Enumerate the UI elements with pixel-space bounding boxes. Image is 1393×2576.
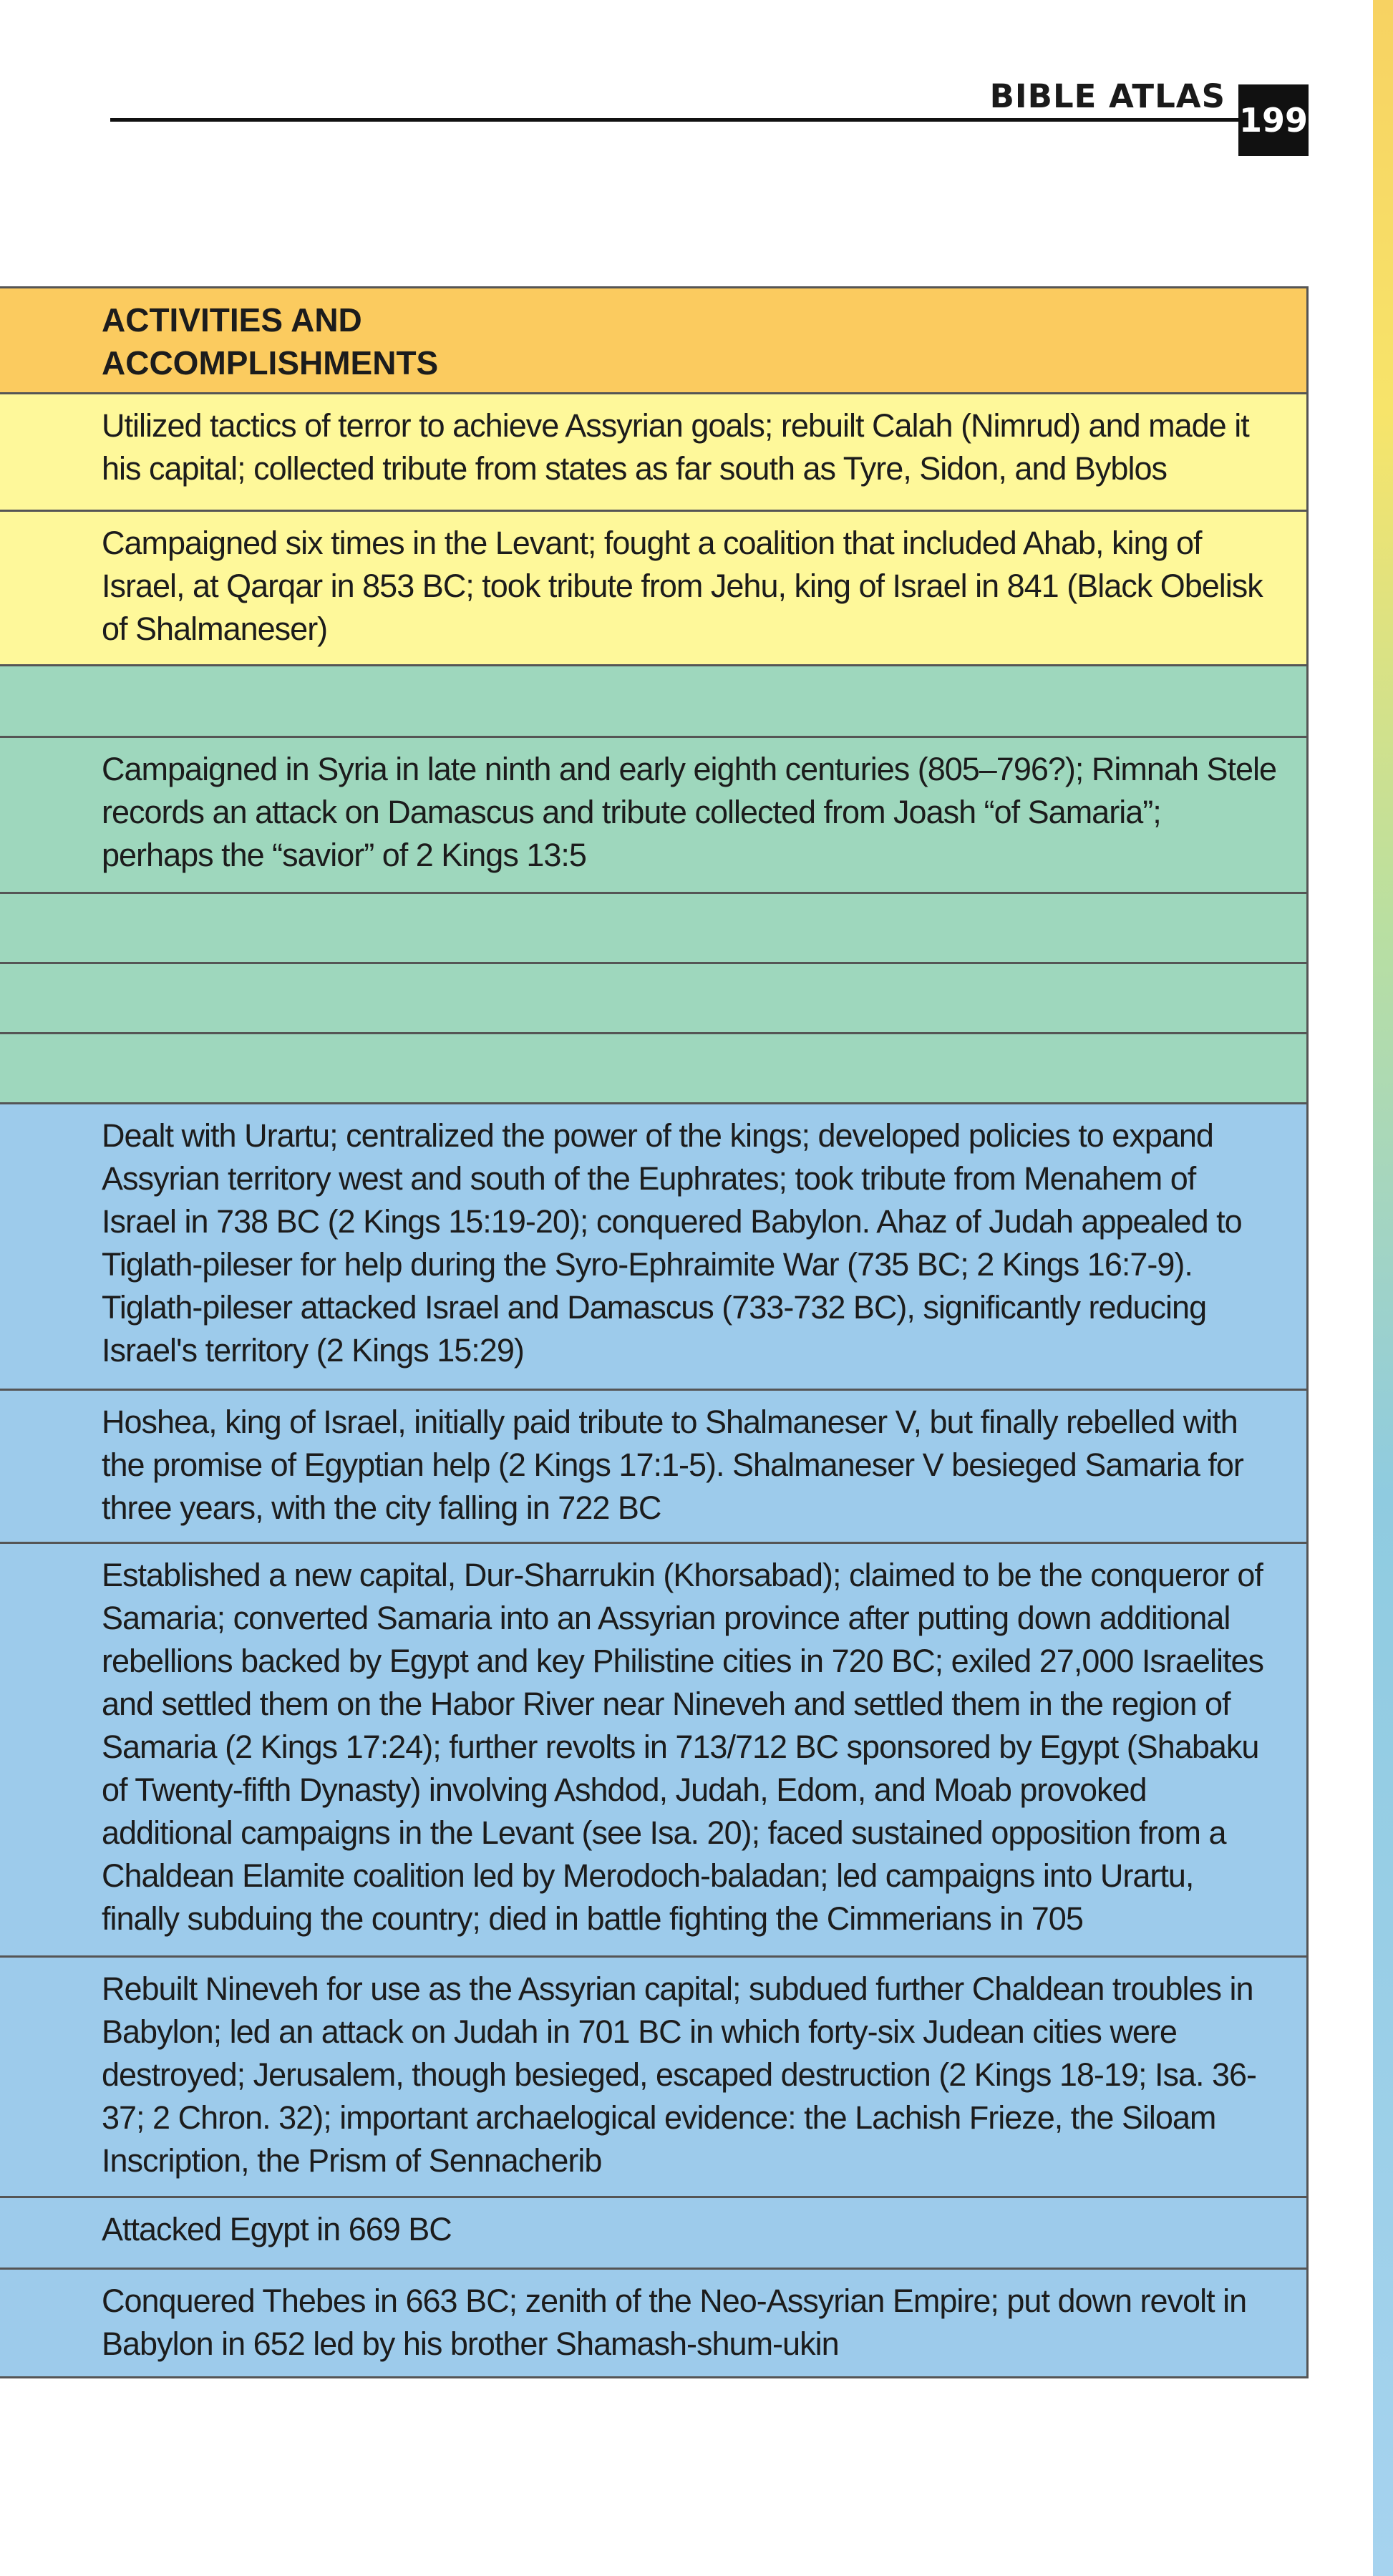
table-cell-text: Conquered Thebes in 663 BC; zenith of the Neo-Assyrian Empire; put down revolt in Babylon in 652 led by his brother Shamash-shum-ukin <box>102 2283 1247 2362</box>
header-rule <box>110 118 1243 122</box>
table-row <box>0 1032 1306 1102</box>
column-header-label: ACTIVITIES AND ACCOMPLISHMENTS <box>102 301 439 381</box>
table-cell-text: Campaigned in Syria in late ninth and early eighth centuries (805–796?); Rimnah Stele records an attack on Damascus and tribute collected from Joash “of Samaria”; perhaps the “savior” of 2 Kings 13:5 <box>102 751 1277 873</box>
table-cell-text: Dealt with Urartu; centralized the power of the kings; developed policies to expand Assyrian territory west and south of the Euphrates; took tribute from Menahem of Israel in 738 BC (2 Kings 15:19-20); conquered Babylon. Ahaz of Judah appealed to Tiglath-pileser for help during the Syro-Ephraimite War (735 BC; 2 Kings 16:7-9). Tiglath-pileser attacked Israel and Damascus (733-732 BC), significantly reducing Israel's territory (2 Kings 15:29) <box>102 1117 1242 1369</box>
table-row <box>0 1542 1306 1955</box>
page-edge-color-strip <box>1373 0 1393 2576</box>
table-row <box>0 2196 1306 2268</box>
table-cell-text: Campaigned six times in the Levant; fought a coalition that included Ahab, king of Israel, at Qarqar in 853 BC; took tribute from Jehu, king of Israel in 841 (Black Obelisk of Shalmaneser) <box>102 525 1263 647</box>
activities-table <box>0 286 1309 2378</box>
page-number: 199 <box>1238 84 1309 156</box>
table-header-row <box>0 288 1306 392</box>
table-row <box>0 1389 1306 1542</box>
table-row <box>0 392 1306 510</box>
table-row <box>0 2268 1306 2376</box>
table-row <box>0 736 1306 892</box>
table-cell-text: Hoshea, king of Israel, initially paid tribute to Shalmaneser V, but finally rebelled with the promise of Egyptian help (2 Kings 17:1-5). Shalmaneser V besieged Samaria for three years, with the city falling in 722 BC <box>102 1404 1243 1526</box>
table-row <box>0 510 1306 664</box>
table-cell-text: Established a new capital, Dur-Sharrukin (Khorsabad); claimed to be the conqueror of Samaria; converted Samaria into an Assyrian province after putting down additional rebellions backed by Egypt and key Philistine cities in 720 BC; exiled 27,000 Israelites and settled them on the Habor River near Nineveh and settled them in the region of Samaria (2 Kings 17:24); further revolts in 713/712 BC sponsored by Egypt (Shabaku of Twenty-fifth Dynasty) involving Ashdod, Judah, Edom, and Moab provoked additional campaigns in the Levant (see Isa. 20); faced sustained opposition from a Chaldean Elamite coalition led by Merodoch-baladan; led campaigns into Urartu, finally subduing the country; died in battle fighting the Cimmerians in 705 <box>102 1557 1263 1937</box>
table-row <box>0 962 1306 1032</box>
table-row <box>0 1102 1306 1389</box>
running-title: BIBLE ATLAS <box>989 77 1225 115</box>
table-cell-text: Attacked Egypt in 669 BC <box>102 2211 452 2247</box>
table-row <box>0 1955 1306 2196</box>
table-row <box>0 664 1306 736</box>
table-cell-text: Rebuilt Nineveh for use as the Assyrian capital; subdued further Chaldean troubles in Babylon; led an attack on Judah in 701 BC in which forty-six Judean cities were destroyed; Jerusalem, though besieged, escaped destruction (2 Kings 18-19; Isa. 36-37; 2 Chron. 32); important archaelogical evidence: the Lachish Frieze, the Siloam Inscription, the Prism of Sennacherib <box>102 1970 1257 2179</box>
table-cell-text: Utilized tactics of terror to achieve Assyrian goals; rebuilt Calah (Nimrud) and made it his capital; collected tribute from states as far south as Tyre, Sidon, and Byblos <box>102 407 1249 487</box>
table-row <box>0 892 1306 962</box>
